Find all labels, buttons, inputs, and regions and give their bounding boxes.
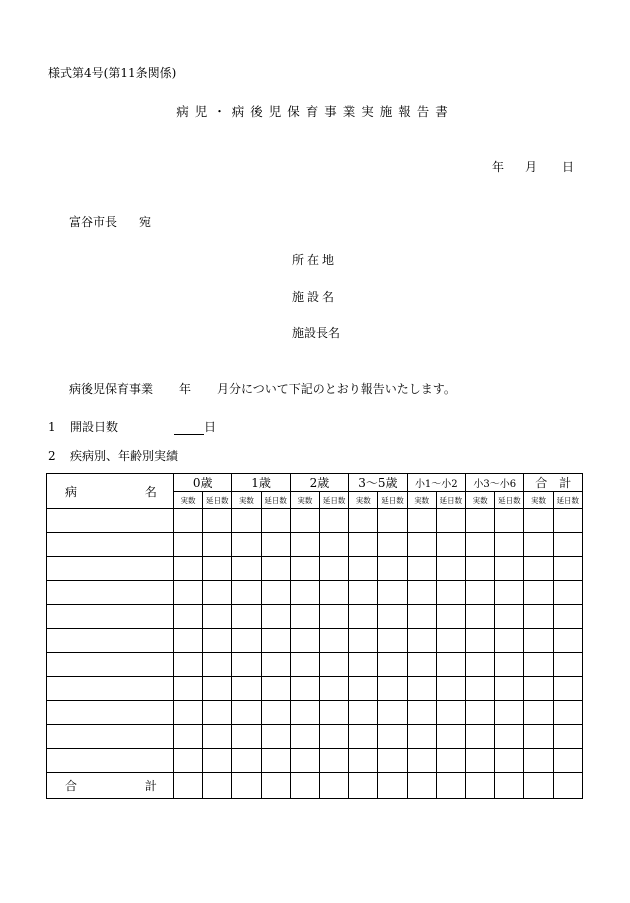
data-cell[interactable]	[378, 749, 407, 773]
extended-days-header: 延日数	[553, 492, 582, 509]
data-cell[interactable]	[407, 701, 436, 725]
actual-count-header: 実数	[466, 492, 495, 509]
item1-number: 1	[48, 420, 56, 434]
data-cell[interactable]	[466, 629, 495, 653]
data-cell[interactable]	[436, 749, 465, 773]
date-month-label: 月	[525, 160, 538, 174]
data-cell[interactable]	[232, 581, 261, 605]
data-cell[interactable]	[407, 677, 436, 701]
data-cell[interactable]	[203, 749, 232, 773]
data-cell[interactable]	[553, 605, 582, 629]
data-cell[interactable]	[319, 653, 348, 677]
data-cell[interactable]	[466, 557, 495, 581]
actual-count-header: 実数	[290, 492, 319, 509]
data-cell[interactable]	[466, 605, 495, 629]
data-cell[interactable]	[495, 509, 524, 533]
report-statement	[69, 380, 456, 397]
data-cell[interactable]	[524, 749, 553, 773]
data-cell[interactable]	[319, 677, 348, 701]
data-cell[interactable]	[203, 653, 232, 677]
data-cell[interactable]	[378, 701, 407, 725]
data-cell[interactable]	[466, 677, 495, 701]
data-cell[interactable]	[173, 533, 202, 557]
extended-days-header: 延日数	[261, 492, 290, 509]
data-cell[interactable]	[495, 749, 524, 773]
data-cell[interactable]	[173, 725, 202, 749]
data-cell[interactable]	[290, 749, 319, 773]
data-cell[interactable]	[466, 701, 495, 725]
data-cell[interactable]	[553, 581, 582, 605]
item2-number: 2	[48, 449, 56, 463]
data-cell[interactable]	[261, 701, 290, 725]
data-cell[interactable]	[173, 677, 202, 701]
data-cell[interactable]	[436, 701, 465, 725]
age-group-header: 小3～小6	[466, 474, 524, 492]
data-cell[interactable]	[407, 509, 436, 533]
total-column-header: 合 計	[524, 474, 583, 492]
data-cell[interactable]	[378, 509, 407, 533]
form-number: 様式第4号(第11条関係)	[48, 66, 177, 80]
data-cell[interactable]	[203, 605, 232, 629]
data-cell[interactable]	[436, 605, 465, 629]
data-cell[interactable]	[203, 725, 232, 749]
data-cell[interactable]	[232, 677, 261, 701]
statement-year: 年	[179, 382, 192, 396]
data-cell[interactable]	[232, 557, 261, 581]
data-cell[interactable]	[466, 581, 495, 605]
disease-name-header	[47, 474, 174, 509]
addressee-suffix: 宛	[139, 215, 152, 229]
data-cell[interactable]	[203, 533, 232, 557]
data-cell[interactable]	[319, 581, 348, 605]
data-cell[interactable]	[203, 629, 232, 653]
data-cell[interactable]	[466, 509, 495, 533]
disease-name-cell[interactable]	[47, 677, 174, 701]
data-cell[interactable]	[232, 749, 261, 773]
data-cell[interactable]	[232, 533, 261, 557]
data-cell[interactable]	[290, 725, 319, 749]
disease-name-cell[interactable]	[47, 629, 174, 653]
data-cell[interactable]	[436, 725, 465, 749]
data-cell[interactable]	[407, 581, 436, 605]
data-cell[interactable]	[524, 581, 553, 605]
data-cell[interactable]	[261, 629, 290, 653]
extended-days-header: 延日数	[319, 492, 348, 509]
total-cell[interactable]	[173, 773, 202, 799]
data-cell[interactable]	[232, 725, 261, 749]
data-cell[interactable]	[378, 677, 407, 701]
data-cell[interactable]	[173, 701, 202, 725]
data-cell[interactable]	[436, 629, 465, 653]
data-cell[interactable]	[319, 557, 348, 581]
data-cell[interactable]	[407, 749, 436, 773]
data-cell[interactable]	[203, 701, 232, 725]
age-group-header: 0歳	[173, 474, 231, 492]
data-cell[interactable]	[495, 581, 524, 605]
data-cell[interactable]	[407, 605, 436, 629]
data-cell[interactable]	[203, 557, 232, 581]
data-cell[interactable]	[407, 629, 436, 653]
statement-part1: 病後児保育事業	[69, 382, 154, 396]
table-row	[47, 557, 583, 581]
total-row-label	[47, 773, 174, 799]
data-cell[interactable]	[319, 509, 348, 533]
data-cell[interactable]	[378, 557, 407, 581]
data-cell[interactable]	[378, 629, 407, 653]
data-cell[interactable]	[349, 509, 378, 533]
data-cell[interactable]	[290, 581, 319, 605]
total-cell[interactable]	[553, 773, 582, 799]
data-cell[interactable]	[378, 653, 407, 677]
data-cell[interactable]	[173, 653, 202, 677]
total-label-right: 計	[144, 779, 157, 793]
item-results-heading	[48, 447, 178, 464]
table-row	[47, 533, 583, 557]
data-cell[interactable]	[436, 557, 465, 581]
data-cell[interactable]	[232, 509, 261, 533]
data-cell[interactable]	[290, 629, 319, 653]
data-cell[interactable]	[290, 533, 319, 557]
data-cell[interactable]	[173, 629, 202, 653]
data-cell[interactable]	[407, 557, 436, 581]
data-cell[interactable]	[173, 749, 202, 773]
total-cell[interactable]	[290, 773, 319, 799]
total-cell[interactable]	[319, 773, 348, 799]
table-row	[47, 653, 583, 677]
disease-name-cell[interactable]	[47, 509, 174, 533]
data-cell[interactable]	[232, 629, 261, 653]
data-cell[interactable]	[553, 533, 582, 557]
total-cell[interactable]	[232, 773, 261, 799]
data-cell[interactable]	[349, 725, 378, 749]
disease-name-cell[interactable]	[47, 557, 174, 581]
data-cell[interactable]	[232, 701, 261, 725]
director-name-label: 施設長名	[292, 326, 341, 340]
data-cell[interactable]	[524, 677, 553, 701]
total-cell[interactable]	[466, 773, 495, 799]
age-group-header: 2歳	[290, 474, 348, 492]
extended-days-header: 延日数	[436, 492, 465, 509]
data-cell[interactable]	[524, 533, 553, 557]
data-cell[interactable]	[553, 677, 582, 701]
data-cell[interactable]	[407, 725, 436, 749]
disease-name-cell[interactable]	[47, 533, 174, 557]
data-cell[interactable]	[436, 509, 465, 533]
data-cell[interactable]	[261, 509, 290, 533]
actual-count-header: 実数	[524, 492, 553, 509]
total-cell[interactable]	[378, 773, 407, 799]
table-row	[47, 677, 583, 701]
total-cell[interactable]	[524, 773, 553, 799]
data-cell[interactable]	[319, 629, 348, 653]
statement-part2: 月分について下記のとおり報告いたします。	[217, 382, 456, 396]
table-row	[47, 509, 583, 533]
data-cell[interactable]	[319, 749, 348, 773]
data-cell[interactable]	[173, 605, 202, 629]
disease-name-cell[interactable]	[47, 749, 174, 773]
disease-name-cell[interactable]	[47, 653, 174, 677]
data-cell[interactable]	[319, 725, 348, 749]
data-cell[interactable]	[261, 557, 290, 581]
data-cell[interactable]	[261, 677, 290, 701]
total-cell[interactable]	[407, 773, 436, 799]
data-cell[interactable]	[553, 725, 582, 749]
total-cell[interactable]	[203, 773, 232, 799]
location-label: 所在地	[292, 253, 338, 267]
data-cell[interactable]	[524, 605, 553, 629]
extended-days-header: 延日数	[203, 492, 232, 509]
item1-label: 開設日数	[70, 420, 119, 434]
data-cell[interactable]	[466, 725, 495, 749]
disease-head-right: 名	[144, 484, 157, 499]
data-cell[interactable]	[378, 581, 407, 605]
disease-name-cell[interactable]	[47, 725, 174, 749]
data-cell[interactable]	[261, 725, 290, 749]
data-cell[interactable]	[319, 701, 348, 725]
table-row	[47, 749, 583, 773]
date-year-label: 年	[492, 160, 505, 174]
data-cell[interactable]	[436, 653, 465, 677]
total-cell[interactable]	[436, 773, 465, 799]
data-cell[interactable]	[173, 581, 202, 605]
data-cell[interactable]	[553, 749, 582, 773]
data-cell[interactable]	[261, 653, 290, 677]
item-opening-days	[48, 418, 216, 435]
data-cell[interactable]	[524, 653, 553, 677]
results-table	[46, 473, 583, 799]
data-cell[interactable]	[495, 725, 524, 749]
data-cell[interactable]	[173, 557, 202, 581]
data-cell[interactable]	[261, 581, 290, 605]
data-cell[interactable]	[436, 533, 465, 557]
addressee	[69, 213, 151, 230]
actual-count-header: 実数	[349, 492, 378, 509]
data-cell[interactable]	[290, 557, 319, 581]
data-cell[interactable]	[349, 533, 378, 557]
data-cell[interactable]	[378, 533, 407, 557]
extended-days-header: 延日数	[495, 492, 524, 509]
data-cell[interactable]	[495, 605, 524, 629]
data-cell[interactable]	[232, 605, 261, 629]
data-cell[interactable]	[553, 629, 582, 653]
data-cell[interactable]	[349, 677, 378, 701]
data-cell[interactable]	[524, 509, 553, 533]
data-cell[interactable]	[524, 725, 553, 749]
data-cell[interactable]	[203, 509, 232, 533]
data-cell[interactable]	[349, 629, 378, 653]
data-cell[interactable]	[553, 509, 582, 533]
data-cell[interactable]	[495, 701, 524, 725]
data-cell[interactable]	[553, 653, 582, 677]
age-group-header: 1歳	[232, 474, 290, 492]
disease-name-cell[interactable]	[47, 605, 174, 629]
data-cell[interactable]	[495, 653, 524, 677]
disease-name-cell[interactable]	[47, 581, 174, 605]
opening-days-blank[interactable]	[174, 422, 204, 435]
age-group-header: 小1～小2	[407, 474, 465, 492]
data-cell[interactable]	[290, 509, 319, 533]
data-cell[interactable]	[349, 605, 378, 629]
data-cell[interactable]	[290, 677, 319, 701]
data-cell[interactable]	[495, 557, 524, 581]
item1-unit: 日	[204, 420, 217, 434]
table-row	[47, 701, 583, 725]
data-cell[interactable]	[524, 557, 553, 581]
data-cell[interactable]	[319, 533, 348, 557]
data-cell[interactable]	[553, 557, 582, 581]
table-row	[47, 605, 583, 629]
data-cell[interactable]	[378, 605, 407, 629]
data-cell[interactable]	[203, 677, 232, 701]
data-cell[interactable]	[203, 581, 232, 605]
data-cell[interactable]	[349, 749, 378, 773]
data-cell[interactable]	[495, 677, 524, 701]
actual-count-header: 実数	[407, 492, 436, 509]
document-title: 病児・病後児保育事業実施報告書	[176, 104, 454, 119]
data-cell[interactable]	[466, 749, 495, 773]
data-cell[interactable]	[466, 533, 495, 557]
extended-days-header: 延日数	[378, 492, 407, 509]
data-cell[interactable]	[349, 581, 378, 605]
data-cell[interactable]	[407, 653, 436, 677]
addressee-name: 富谷市長	[69, 215, 118, 229]
data-cell[interactable]	[232, 653, 261, 677]
data-cell[interactable]	[290, 653, 319, 677]
data-cell[interactable]	[524, 629, 553, 653]
data-cell[interactable]	[407, 533, 436, 557]
facility-name-label: 施設名	[292, 290, 338, 304]
data-cell[interactable]	[466, 653, 495, 677]
data-cell[interactable]	[349, 701, 378, 725]
item2-label: 疾病別、年齢別実績	[70, 449, 179, 463]
data-cell[interactable]	[495, 629, 524, 653]
disease-name-cell[interactable]	[47, 701, 174, 725]
total-cell[interactable]	[349, 773, 378, 799]
table-row	[47, 629, 583, 653]
data-cell[interactable]	[290, 701, 319, 725]
data-cell[interactable]	[261, 605, 290, 629]
total-cell[interactable]	[261, 773, 290, 799]
data-cell[interactable]	[349, 653, 378, 677]
data-cell[interactable]	[319, 605, 348, 629]
data-cell[interactable]	[378, 725, 407, 749]
actual-count-header: 実数	[232, 492, 261, 509]
total-cell[interactable]	[495, 773, 524, 799]
date-day-label: 日	[562, 160, 575, 174]
total-row	[47, 773, 583, 799]
table-row	[47, 581, 583, 605]
data-cell[interactable]	[495, 533, 524, 557]
data-cell[interactable]	[524, 701, 553, 725]
age-group-header: 3～5歳	[349, 474, 407, 492]
data-cell[interactable]	[290, 605, 319, 629]
data-cell[interactable]	[436, 581, 465, 605]
data-cell[interactable]	[261, 749, 290, 773]
data-cell[interactable]	[436, 677, 465, 701]
disease-head-left: 病	[65, 484, 78, 499]
data-cell[interactable]	[173, 509, 202, 533]
data-cell[interactable]	[261, 533, 290, 557]
data-cell[interactable]	[553, 701, 582, 725]
table-row	[47, 725, 583, 749]
data-cell[interactable]	[349, 557, 378, 581]
actual-count-header: 実数	[173, 492, 202, 509]
total-label-left: 合	[65, 779, 78, 793]
